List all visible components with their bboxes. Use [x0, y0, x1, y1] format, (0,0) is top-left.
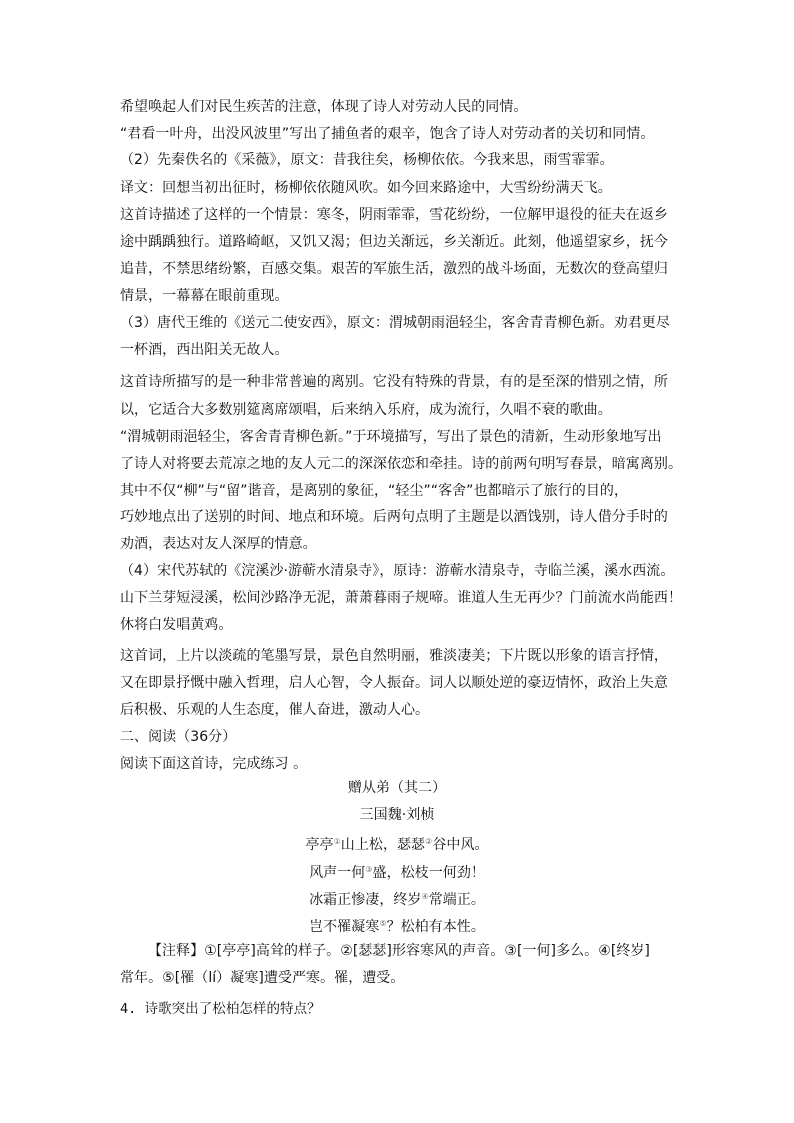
note-line: 【注释】①[亭亭]高耸的样子。②[瑟瑟]形容寒风的声音。③[一何]多么。④[终岁] [148, 943, 650, 959]
body-line: （3）唐代王维的《送元二使安西》，原文：渭城朝雨浥轻尘，客舍青青柳色新。劝君更尽 [120, 315, 670, 331]
poem-text: 山上松，瑟瑟 [340, 837, 426, 853]
body-line: 追昔，不禁思绪纷繁，百感交集。艰苦的军旅生活，激烈的战斗场面，无数次的登高望归 [120, 261, 668, 277]
body-line: 以，它适合大多数别筵离席颂唱，后来纳入乐府，成为流行，久唱不衰的歌曲。 [120, 402, 612, 418]
body-line: 二、阅读（36分） [120, 729, 237, 745]
body-line: “渭城朝雨浥轻尘，客舍青青柳色新。”于环境描写，写出了景色的清新，生动形象地写出 [120, 429, 662, 445]
poem-text: 冰霜正惨凄，终岁 [309, 892, 422, 908]
poem-author: 三国魏·刘桢 [359, 807, 435, 823]
body-line: 这首诗描述了这样的一个情景：寒冬，阴雨霏霏，雪花纷纷，一位解甲退役的征夫在返乡 [120, 207, 668, 223]
footnote-marker: ③ [365, 865, 373, 874]
body-line: 了诗人对将要去荒凉之地的友人元二的深深依恋和牵挂。诗的前两句明写春景，暗寓离别。 [120, 456, 682, 472]
body-line: 一杯酒，西出阳关无故人。 [120, 342, 289, 358]
body-line: 山下兰芽短浸溪，松间沙路净无泥，萧萧暮雨子规啼。谁道人生无再少？门前流水尚能西！ [120, 590, 682, 606]
poem-line [0, 861, 794, 882]
note-line: 常年。⑤[罹（lí）凝寒]遭受严寒。罹，遭受。 [120, 970, 405, 986]
body-line: 休将白发唱黄鸡。 [120, 617, 233, 633]
poem-line [0, 888, 794, 909]
body-line: 后积极、乐观的人生态度，催人奋进，激动人心。 [120, 702, 430, 718]
body-line: 这首词，上片以淡疏的笔墨写景，景色自然明丽，雅淡凄美；下片既以形象的语言抒情， [120, 648, 668, 664]
body-line: （4）宋代苏轼的《浣溪沙·游蕲水清泉寺》，原诗：游蕲水清泉寺，寺临兰溪，溪水西流。 [120, 563, 675, 579]
body-line: 途中踽踽独行。道路崎岖，又饥又渴；但边关渐远，乡关渐近。此刻，他遥望家乡，抚今 [120, 234, 668, 250]
body-line: 其中不仅“柳”与“留”谐音，是离别的象征，“轻尘”“客舍”也都暗示了旅行的目的， [120, 483, 629, 499]
body-line: 又在即景抒慨中融入哲理，启人心智，令人振奋。词人以顺处逆的豪迈情怀，政治上失意 [120, 675, 668, 691]
body-line: “君看一叶舟，出没风波里”写出了捕鱼者的艰辛，饱含了诗人对劳动者的关切和同情。 [120, 126, 655, 142]
poem-line [0, 915, 794, 936]
poem-text: ？松柏有本性。 [386, 919, 485, 935]
body-line: 情景，一幕幕在眼前重现。 [120, 288, 289, 304]
body-line: 译文：回想当初出征时，杨柳依依随风吹。如今回来路途中，大雪纷纷满天飞。 [120, 180, 612, 196]
body-line: 希望唤起人们对民生疾苦的注意，体现了诗人对劳动人民的同情。 [120, 99, 528, 115]
poem-text: 亭亭 [305, 837, 334, 853]
body-line: 劝酒，表达对友人深厚的情意。 [120, 536, 317, 552]
poem-line [0, 833, 794, 854]
poem-title: 赠从弟（其二） [347, 780, 447, 796]
footnote-marker: ④ [421, 892, 429, 901]
question-4: 4. 诗歌突出了松柏怎样的特点？ [120, 1001, 321, 1017]
footnote-marker: ① [333, 837, 341, 846]
poem-text: 常端正。 [428, 892, 485, 908]
poem-text: 盛，松枝一何劲！ [372, 865, 485, 881]
footnote-marker: ⑤ [379, 919, 387, 928]
body-line: 阅读下面这首诗，完成练习 。 [120, 756, 308, 772]
body-line: 巧妙地点出了送别的时间、地点和环境。后两句点明了主题是以酒饯别，诗人借分手时的 [120, 509, 668, 525]
body-line: 这首诗所描写的是一种非常普遍的离别。它没有特殊的背景，有的是至深的惜别之情，所 [120, 374, 668, 390]
poem-text: 岂不罹凝寒 [309, 919, 380, 935]
body-line: （2）先秦佚名的《采薇》，原文：昔我往矣，杨柳依依。今我来思，雨雪霏霏。 [120, 152, 614, 168]
poem-text: 谷中风。 [432, 837, 489, 853]
footnote-marker: ② [425, 837, 433, 846]
poem-text: 风声一何 [309, 865, 366, 881]
